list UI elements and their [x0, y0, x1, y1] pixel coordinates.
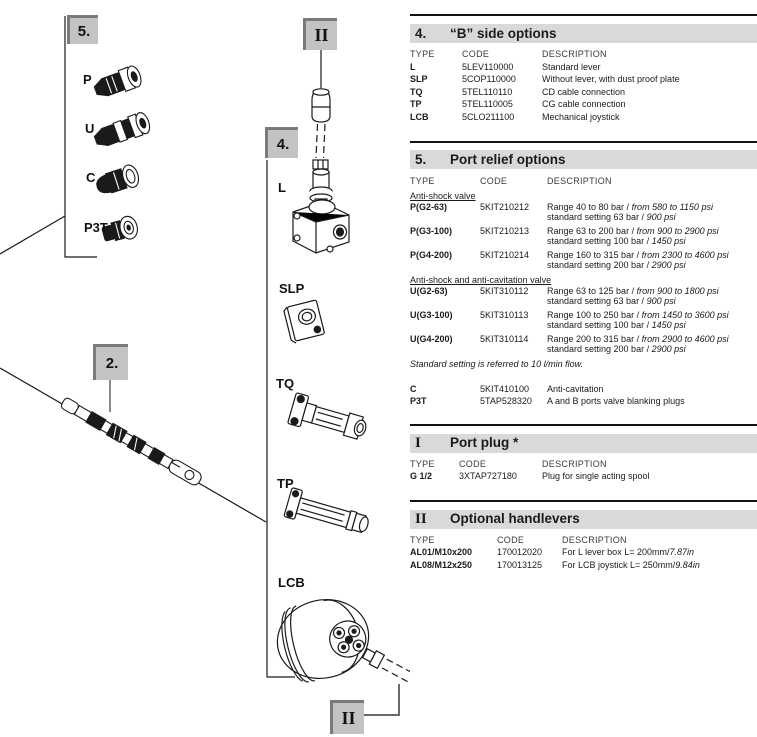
callout-box-5-label: 5.	[77, 22, 91, 40]
sectionII-top-rule	[410, 500, 757, 502]
cartridge-c-art	[94, 163, 142, 198]
part-label-lcb: LCB	[278, 575, 305, 590]
row-type: TP	[410, 99, 422, 109]
col-type: TYPE	[410, 458, 435, 469]
table-row	[410, 61, 757, 74]
section5-top-rule	[410, 141, 757, 143]
table-row	[410, 559, 757, 572]
row-type: C	[410, 383, 417, 394]
table-row	[410, 334, 757, 355]
section4-header-bar	[410, 24, 757, 43]
row-desc: Standard lever	[542, 61, 601, 72]
section4-title: “B” side options	[450, 25, 557, 41]
col-description: DESCRIPTION	[547, 176, 612, 186]
callout-box-4	[265, 127, 298, 158]
row-desc: Anti-cavitation	[547, 383, 604, 394]
table-row	[410, 250, 757, 271]
part-label-p3t: P3T	[84, 220, 108, 235]
row-desc: CG cable connection	[542, 99, 626, 109]
col-code: CODE	[480, 176, 508, 186]
group-label-anti-shock: Anti-shock valve	[410, 190, 476, 201]
row-type: LCB	[410, 111, 429, 122]
table-row	[410, 395, 757, 408]
col-type: TYPE	[410, 176, 435, 186]
sectionI-header-bar	[410, 434, 757, 453]
row-type: U(G3-100)	[410, 309, 453, 320]
row-code: 170012020	[497, 547, 543, 557]
row-type: TQ	[410, 86, 423, 97]
callout-box-ii-top	[303, 18, 337, 50]
section5-column-headers	[410, 175, 757, 188]
row-type: G 1/2	[410, 471, 433, 481]
table-row	[410, 546, 757, 559]
section4-table	[410, 48, 757, 123]
table-row	[410, 286, 757, 307]
callout-box-5	[67, 15, 98, 44]
tq-part-art	[288, 393, 370, 445]
table-row	[410, 310, 757, 331]
cartridge-u-art	[92, 111, 152, 151]
row-type: U(G4-200)	[410, 333, 453, 344]
row-type: P(G4-200)	[410, 249, 453, 260]
table-row	[410, 86, 757, 99]
section5-table	[410, 175, 757, 408]
row-code: 5KIT310112	[480, 285, 529, 296]
row-type: AL01/M10x200	[410, 547, 473, 557]
row-desc: CD cable connection	[542, 86, 626, 97]
row-desc: Range 63 to 200 bar / from 900 to 2900 psi standard setting 100 bar / 1450 psi	[547, 225, 719, 246]
section4-number: 4.	[415, 25, 427, 41]
row-desc: A and B ports valve blanking plugs	[547, 396, 685, 406]
sectionII-table	[410, 534, 757, 572]
callout-box-2	[93, 344, 128, 380]
part-label-c: C	[86, 170, 96, 185]
lcb-joystick-art	[269, 590, 410, 709]
row-desc: For L lever box L= 200mm/7.87in	[562, 547, 694, 557]
sectionI-column-headers	[410, 458, 757, 471]
table-row	[410, 383, 757, 396]
row-code: 5COP110000	[462, 74, 516, 84]
row-type: U(G2-63)	[410, 285, 448, 296]
sectionII-header-bar	[410, 510, 757, 529]
part-label-slp: SLP	[279, 281, 305, 296]
sectionII-number: II	[415, 511, 427, 527]
part-label-tq: TQ	[276, 376, 295, 391]
table-row	[410, 98, 757, 111]
row-desc: Plug for single acting spool	[542, 471, 650, 481]
row-desc: Mechanical joystick	[542, 111, 620, 122]
table-row	[410, 470, 757, 483]
row-type: P(G2-63)	[410, 201, 448, 212]
col-description: DESCRIPTION	[562, 534, 627, 545]
row-type: P(G3-100)	[410, 225, 453, 236]
sectionII-title: Optional handlevers	[450, 511, 580, 526]
bracket-5-diagonal	[0, 216, 65, 254]
row-code: 5TEL110005	[462, 99, 513, 109]
row-type: AL08/M12x250	[410, 559, 473, 570]
sectionI-number: I	[415, 435, 421, 451]
callout-box-ii-top-label: II	[314, 25, 329, 45]
row-code: 5TAP528320	[480, 396, 532, 406]
part-label-u: U	[85, 121, 95, 136]
row-desc: Without lever, with dust proof plate	[542, 74, 680, 84]
sectionI-top-rule	[410, 424, 757, 426]
row-type: P3T	[410, 396, 427, 406]
row-code: 5KIT210213	[480, 225, 530, 236]
row-desc: Range 40 to 80 bar / from 580 to 1150 psi standard setting 63 bar / 900 psi	[547, 201, 713, 222]
col-type: TYPE	[410, 534, 435, 545]
section5-footnote: Standard setting is referred to 10 l/min flow.	[410, 358, 584, 369]
callout-box-ii-bottom-label: II	[341, 708, 356, 728]
col-description: DESCRIPTION	[542, 458, 607, 469]
row-type: SLP	[410, 74, 428, 84]
section4-column-headers	[410, 48, 757, 61]
row-code: 5KIT310114	[480, 333, 529, 344]
part-label-p: P	[83, 72, 92, 87]
row-code: 5KIT410100	[480, 383, 530, 394]
table-row	[410, 111, 757, 124]
row-code: 5KIT210214	[480, 249, 530, 260]
col-description: DESCRIPTION	[542, 49, 607, 59]
callout-box-4-label: 4.	[276, 135, 290, 153]
col-code: CODE	[459, 458, 487, 469]
group-label-anti-shock-cavitation: Anti-shock and anti-cavitation valve	[410, 274, 552, 285]
row-desc: Range 160 to 315 bar / from 2300 to 4600 psi standard setting 200 bar / 2900 psi	[547, 249, 729, 270]
part-label-l: L	[278, 180, 286, 195]
col-code: CODE	[497, 534, 525, 545]
col-type: TYPE	[410, 49, 435, 59]
row-desc: Range 63 to 125 bar / from 900 to 1800 psi standard setting 63 bar / 900 psi	[547, 285, 719, 306]
section5-header-bar	[410, 150, 757, 169]
part-label-tp: TP	[277, 476, 294, 491]
spool-art	[60, 396, 204, 487]
callout-box-ii-bottom	[330, 700, 364, 734]
row-code: 5CLO211100	[462, 111, 515, 122]
row-code: 5LEV110000	[462, 61, 514, 72]
section5-title: Port relief options	[450, 151, 566, 167]
callout-box-2-label: 2.	[105, 355, 119, 372]
row-desc: Range 100 to 250 bar / from 1450 to 3600 psi standard setting 100 bar / 1450 psi	[547, 309, 729, 330]
table-row	[410, 226, 757, 247]
table-row	[410, 73, 757, 86]
row-code: 3XTAP727180	[459, 471, 517, 481]
row-code: 5KIT310113	[480, 309, 529, 320]
sectionI-table	[410, 458, 757, 483]
section4-top-rule	[410, 14, 757, 16]
sectionI-title: Port plug *	[450, 435, 519, 450]
section5-number: 5.	[415, 151, 427, 167]
col-code: CODE	[462, 49, 490, 59]
row-code: 170013125	[497, 559, 543, 570]
row-desc: For LCB joystick L= 250mm/9.84in	[562, 559, 700, 570]
slp-plate-art	[283, 300, 325, 344]
label-ii-bottom-leader	[364, 684, 399, 715]
row-desc: Range 200 to 315 bar / from 2900 to 4600 psi standard setting 200 bar / 2900 psi	[547, 333, 729, 354]
options-tables-panel	[410, 0, 757, 571]
cartridge-p-art	[92, 64, 144, 101]
sectionII-column-headers	[410, 534, 757, 547]
table-row	[410, 202, 757, 223]
row-type: L	[410, 61, 416, 72]
tp-part-art	[284, 488, 372, 540]
row-code: 5KIT210212	[480, 201, 530, 212]
lever-box-l-art	[293, 169, 349, 253]
row-code: 5TEL110110	[462, 86, 513, 97]
